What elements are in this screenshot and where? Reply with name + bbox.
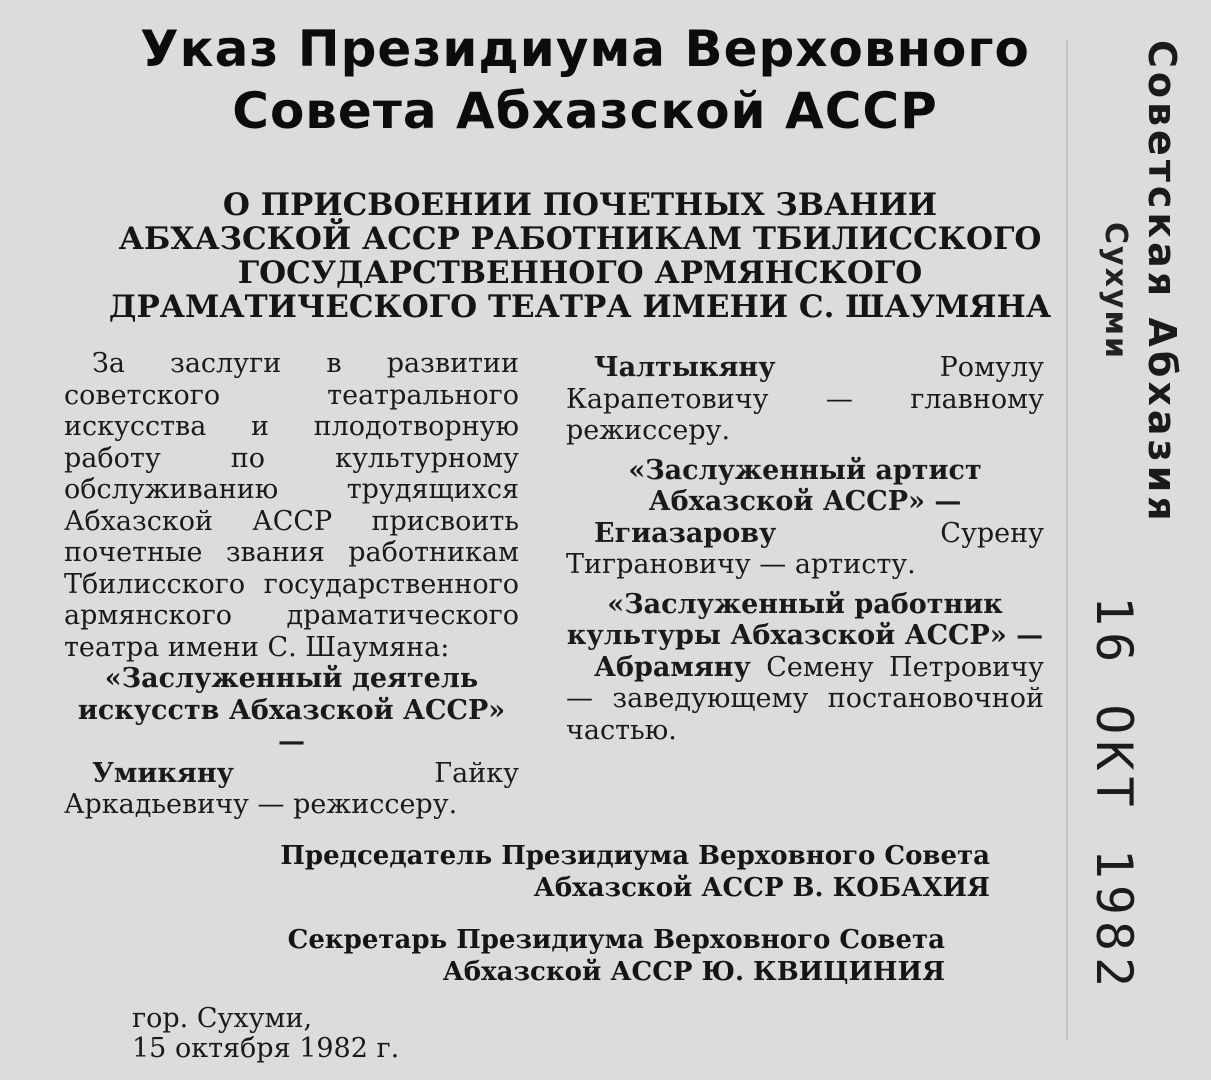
award-recipient-umikyan <box>64 758 519 821</box>
recipient-name: Абрамяну <box>594 651 751 683</box>
recipient-name: Егиазарову <box>594 517 777 549</box>
recipient-name: Чалтыкяну <box>594 352 776 383</box>
decree-title <box>70 18 1100 142</box>
secretary-signature <box>150 924 945 988</box>
subtitle-line-4: ДРАМАТИЧЕСКОГО ТЕАТРА ИМЕНИ С. ШАУМЯНА <box>108 289 1052 325</box>
date: 15 октября 1982 г. <box>132 1033 400 1064</box>
decree-title-line-1: Указ Президиума Верховного <box>140 20 1030 78</box>
secretary-line-1: Секретарь Президиума Верховного Совета <box>287 925 945 955</box>
secretary-line-2: Абхазской АССР Ю. КВИЦИНИЯ <box>442 957 945 987</box>
margin-divider <box>1066 40 1068 1040</box>
award-title-arts-worker: «Заслуженный деятель искусств Абхазской АССР» — <box>77 663 506 757</box>
date-stamp: 16 ОКТ 1982 <box>1085 596 1143 994</box>
newspaper-name-stamp: Советская Абхазия <box>1140 40 1184 525</box>
award-recipient-chaltykyan <box>566 352 1044 447</box>
award-title-culture-worker: «Заслуженный работник культуры Абхазской АССР» — <box>566 588 1044 651</box>
place: гор. Сухуми, <box>132 1003 313 1034</box>
decree-title-line-2: Совета Абхазской АССР <box>232 82 938 140</box>
place-and-date <box>132 1004 492 1064</box>
right-column <box>566 352 1044 746</box>
chairman-line-2: Абхазской АССР В. КОБАХИЯ <box>533 873 990 903</box>
recipient-name: Умикяну <box>92 757 234 789</box>
chairman-signature <box>150 840 990 904</box>
recipient-details: Семену Петровичу — заведующему постановочной частью. <box>566 651 1044 746</box>
subtitle-line-2: АБХАЗСКОЙ АССР РАБОТНИКАМ ТБИЛИССКОГО <box>118 221 1042 257</box>
recipient-details: Гайку Аркадьевичу — режиссеру. <box>64 757 519 820</box>
decree-intro: За заслуги в развитии советского театрального искусства и плодотворную работу по культурному обслуживанию трудящихся Абхазской АССР присвоить почетные звания работникам Тбилисского государственного армянского драматического театра имени С. Шаумяна: <box>64 348 519 663</box>
award-title-artist: «Заслуженный артист Абхазской АССР» — <box>628 454 982 517</box>
recipient-details: Сурену Тиграновичу — артисту. <box>566 517 1044 580</box>
award-recipient-abramyan <box>566 652 1044 747</box>
chairman-line-1: Председатель Президиума Верховного Совета <box>280 841 990 871</box>
city-stamp: Сухуми <box>1098 222 1133 361</box>
subtitle-line-3: ГОСУДАРСТВЕННОГО АРМЯНСКОГО <box>237 255 923 291</box>
subtitle-line-1: О ПРИСВОЕНИИ ПОЧЕТНЫХ ЗВАНИИ <box>222 187 938 223</box>
decree-subtitle <box>80 188 1080 324</box>
recipient-details: Ромулу Карапетовичу — главному режиссеру. <box>566 352 1044 446</box>
left-column <box>64 348 519 821</box>
award-recipient-egiazarov <box>566 518 1044 581</box>
